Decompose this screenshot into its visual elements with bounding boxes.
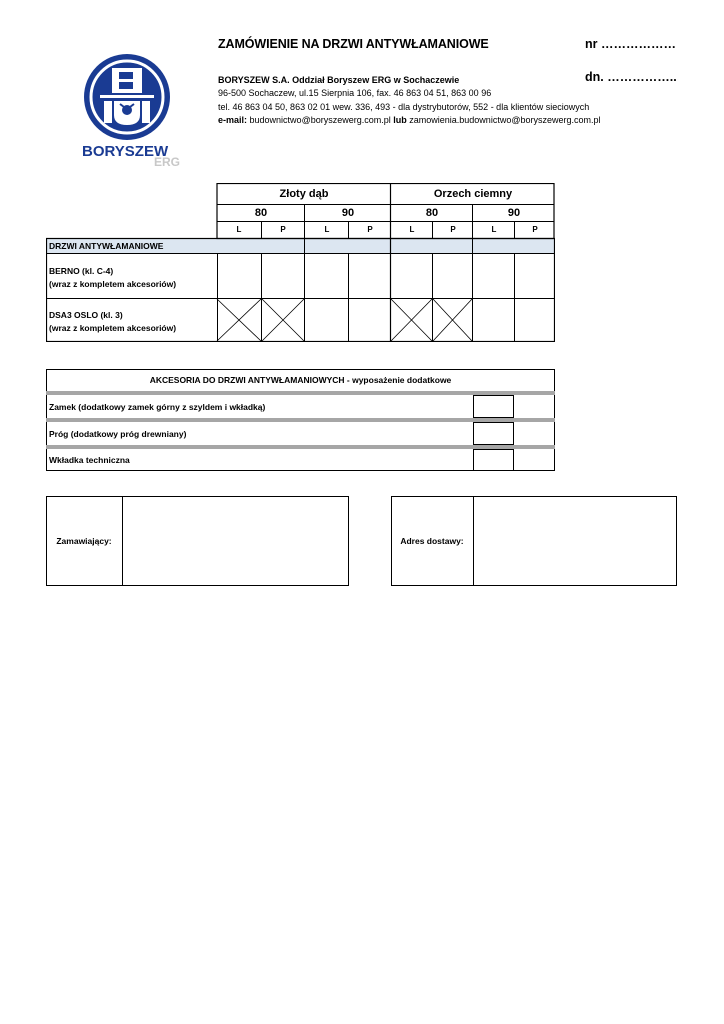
side-header-right: P (532, 225, 538, 234)
order-date[interactable]: dn. …………….. (585, 70, 677, 84)
company-address: 96-500 Sochaczew, ul.15 Sierpnia 106, fax. 46 863 04 51, 863 00 96 (218, 88, 492, 99)
width-header: 80 (425, 206, 439, 219)
width-header: 80 (254, 206, 268, 219)
side-header-right: P (450, 225, 456, 234)
side-header-left: L (236, 225, 242, 234)
company-phone: tel. 46 863 04 50, 863 02 01 wew. 336, 493 - dla dystrybutorów, 552 - dla klientów sieciowych (218, 101, 590, 112)
side-header-right: P (280, 225, 286, 234)
product-row-oslo (46, 307, 217, 337)
accessory-cylinder: Wkładka techniczna (49, 454, 130, 465)
or-label: lub (393, 114, 407, 125)
product-row-berno (46, 263, 217, 293)
accessory-threshold: Próg (dodatkowy próg drewniany) (49, 428, 187, 439)
accessory-lock: Zamek (dodatkowy zamek górny z szyldem i wkładką) (49, 401, 266, 412)
product-name: BERNO (kl. C-4) (49, 266, 114, 276)
section-header: DRZWI ANTYWŁAMANIOWE (49, 241, 164, 251)
company-info (218, 74, 601, 127)
accessory-lock-qty[interactable] (473, 395, 514, 418)
product-note: (wraz z kompletem akcesoriów) (49, 279, 177, 289)
svg-text:ERG: ERG (154, 155, 181, 169)
width-header: 90 (341, 206, 355, 219)
order-number[interactable]: nr ……………… (585, 37, 676, 51)
side-header-left: L (491, 225, 497, 234)
email-label: e-mail: (218, 114, 248, 125)
orderer-label: Zamawiający: (56, 536, 112, 546)
document-title: ZAMÓWIENIE NA DRZWI ANTYWŁAMANIOWE (218, 37, 489, 51)
company-email-line (218, 114, 601, 127)
email-link-1[interactable]: budownictwo@boryszewerg.com.pl (249, 114, 391, 125)
color-header-gold-oak: Złoty dąb (279, 187, 329, 200)
company-name: BORYSZEW S.A. Oddział Boryszew ERG w Sochaczewie (218, 75, 460, 85)
delivery-address-field[interactable] (474, 497, 676, 585)
email-link-2[interactable]: zamowienia.budownictwo@boryszewerg.com.pl (409, 114, 601, 125)
side-header-right: P (367, 225, 373, 234)
accessories-table (46, 369, 555, 471)
accessories-title: AKCESORIA DO DRZWI ANTYWŁAMANIOWYCH - wyposażenie dodatkowe (149, 374, 452, 385)
orderer-field[interactable] (123, 497, 348, 585)
product-note: (wraz z kompletem akcesoriów) (49, 323, 177, 333)
width-header: 90 (507, 206, 521, 219)
color-header-dark-walnut: Orzech ciemny (433, 187, 513, 200)
svg-text:BORYSZEW: BORYSZEW (82, 143, 169, 160)
product-name: DSA3 OSLO (kl. 3) (49, 310, 123, 320)
delivery-label: Adres dostawy: (400, 536, 464, 546)
side-header-left: L (324, 225, 330, 234)
order-table (46, 183, 555, 342)
side-header-left: L (409, 225, 415, 234)
boryszew-logo (82, 52, 192, 170)
accessory-threshold-qty[interactable] (473, 422, 514, 445)
boryszew-logo-icon (82, 52, 192, 170)
accessory-cylinder-qty[interactable] (473, 449, 514, 471)
